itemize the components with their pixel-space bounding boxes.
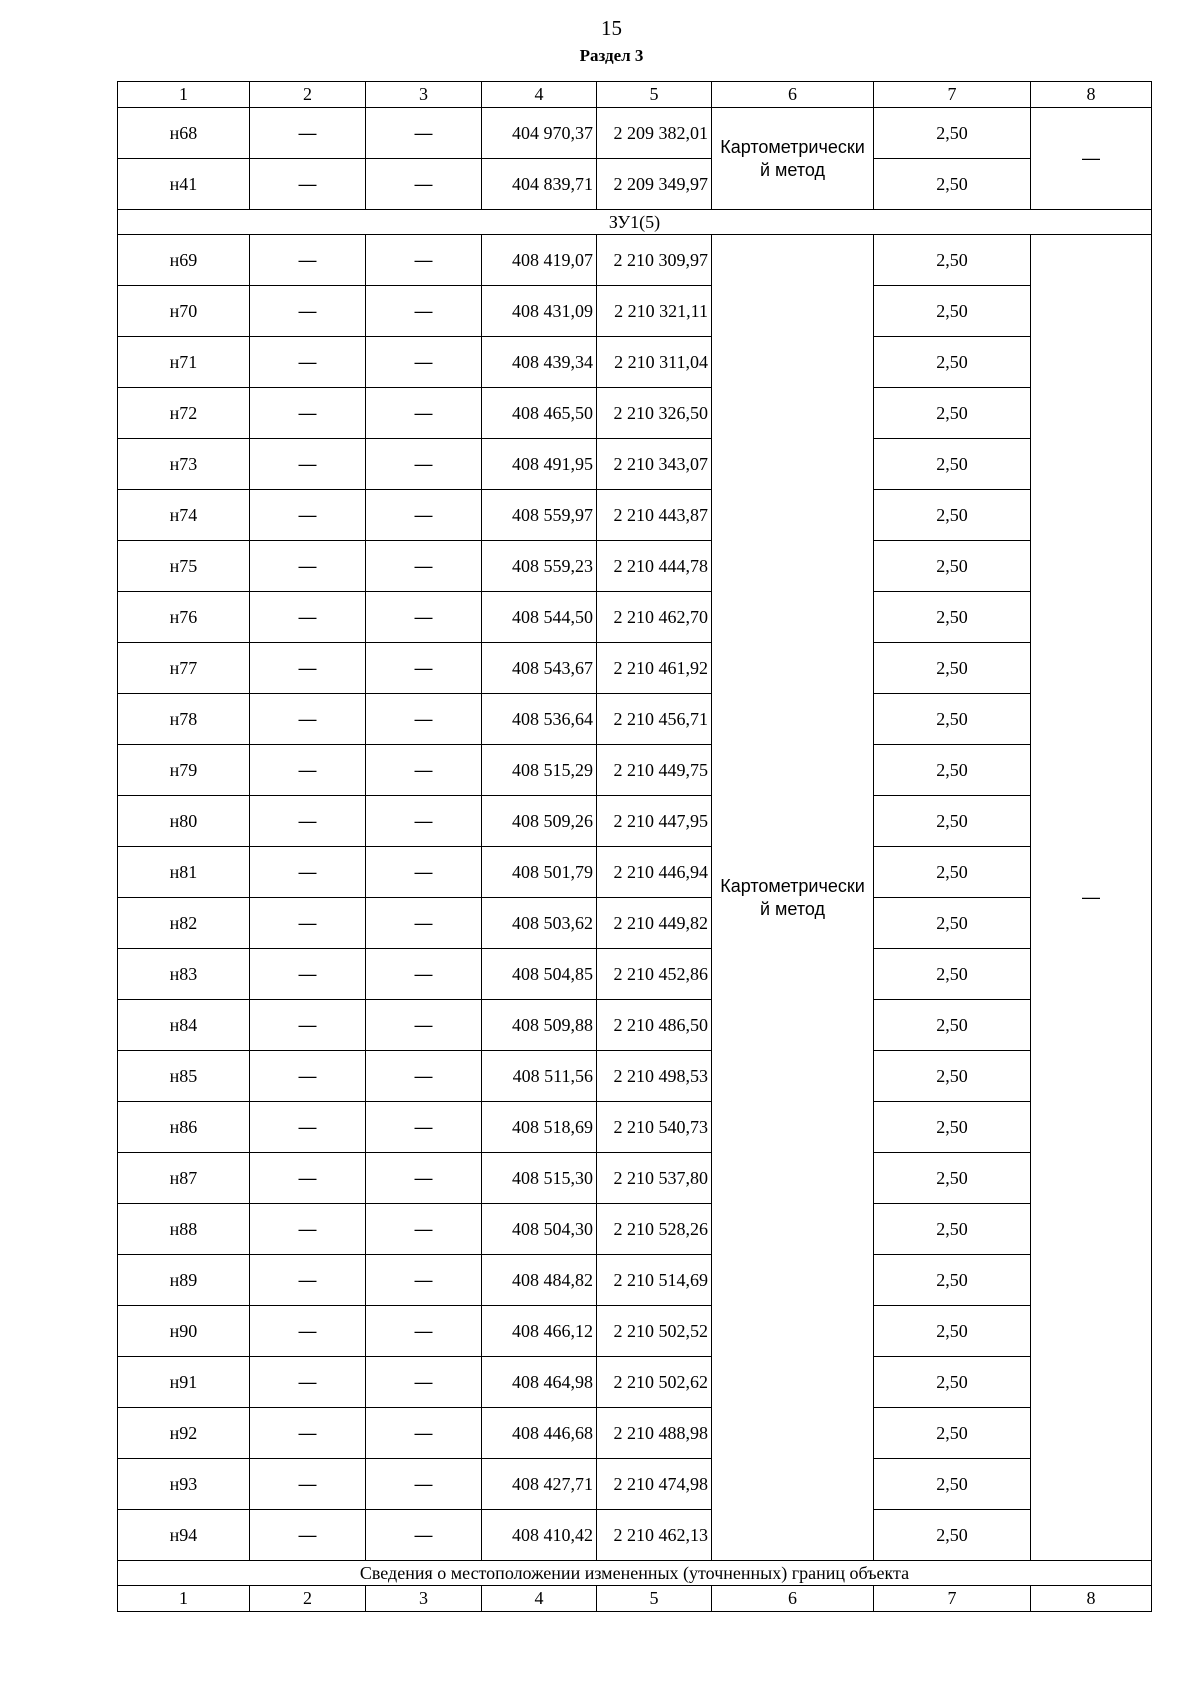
point-name: н78 (118, 694, 250, 745)
table-row (118, 898, 1152, 949)
table-row (118, 541, 1152, 592)
x-coordinate: 404 970,37 (482, 108, 597, 159)
section-title: Раздел 3 (579, 46, 644, 65)
table-row (118, 643, 1152, 694)
x-coordinate: 408 446,68 (482, 1408, 597, 1459)
table-row (118, 235, 1152, 286)
accuracy-value: 2,50 (874, 745, 1031, 796)
table-row (118, 1000, 1152, 1051)
table-row (118, 694, 1152, 745)
column-header-4: 4 (482, 1586, 597, 1612)
y-coordinate: 2 210 528,26 (597, 1204, 712, 1255)
x-coordinate: 408 484,82 (482, 1255, 597, 1306)
table-row (118, 1153, 1152, 1204)
y-coordinate: 2 210 326,50 (597, 388, 712, 439)
dash-cell: — (250, 1102, 366, 1153)
column-header-4: 4 (482, 82, 597, 108)
page-number: 15 (601, 16, 622, 40)
dash-cell: — (366, 1408, 482, 1459)
dash-cell: — (250, 898, 366, 949)
accuracy-value: 2,50 (874, 159, 1031, 210)
x-coordinate: 408 559,23 (482, 541, 597, 592)
section-caption: Сведения о местоположении измененных (уточненных) границ объекта (118, 1561, 1152, 1586)
point-name: н75 (118, 541, 250, 592)
dash-cell: — (366, 108, 482, 159)
point-name: н88 (118, 1204, 250, 1255)
dash-cell: — (1031, 235, 1152, 1561)
y-coordinate: 2 210 540,73 (597, 1102, 712, 1153)
dash-cell: — (250, 337, 366, 388)
y-coordinate: 2 210 343,07 (597, 439, 712, 490)
y-coordinate: 2 210 447,95 (597, 796, 712, 847)
column-header-2: 2 (250, 82, 366, 108)
accuracy-value: 2,50 (874, 796, 1031, 847)
x-coordinate: 408 501,79 (482, 847, 597, 898)
dash-cell: — (366, 388, 482, 439)
dash-cell: — (250, 108, 366, 159)
dash-cell: — (250, 159, 366, 210)
accuracy-value: 2,50 (874, 286, 1031, 337)
x-coordinate: 408 509,88 (482, 1000, 597, 1051)
y-coordinate: 2 210 446,94 (597, 847, 712, 898)
accuracy-value: 2,50 (874, 694, 1031, 745)
dash-cell: — (250, 796, 366, 847)
x-coordinate: 408 511,56 (482, 1051, 597, 1102)
point-name: н68 (118, 108, 250, 159)
dash-cell: — (366, 898, 482, 949)
accuracy-value: 2,50 (874, 1204, 1031, 1255)
point-name: н71 (118, 337, 250, 388)
dash-cell: — (366, 1255, 482, 1306)
point-name: н76 (118, 592, 250, 643)
column-header-1: 1 (118, 82, 250, 108)
accuracy-value: 2,50 (874, 1357, 1031, 1408)
y-coordinate: 2 210 321,11 (597, 286, 712, 337)
table-row (118, 1306, 1152, 1357)
point-name: н72 (118, 388, 250, 439)
accuracy-value: 2,50 (874, 439, 1031, 490)
x-coordinate: 408 518,69 (482, 1102, 597, 1153)
column-header-2: 2 (250, 1586, 366, 1612)
x-coordinate: 408 515,29 (482, 745, 597, 796)
x-coordinate: 408 466,12 (482, 1306, 597, 1357)
dash-cell: — (250, 1051, 366, 1102)
table-row (118, 1204, 1152, 1255)
y-coordinate: 2 210 449,75 (597, 745, 712, 796)
dash-cell: — (366, 1357, 482, 1408)
y-coordinate: 2 210 443,87 (597, 490, 712, 541)
x-coordinate: 408 491,95 (482, 439, 597, 490)
dash-cell: — (250, 1204, 366, 1255)
dash-cell: — (250, 1459, 366, 1510)
dash-cell: — (366, 1051, 482, 1102)
dash-cell: — (250, 1255, 366, 1306)
table-row (118, 592, 1152, 643)
x-coordinate: 408 419,07 (482, 235, 597, 286)
dash-cell: — (366, 337, 482, 388)
y-coordinate: 2 210 311,04 (597, 337, 712, 388)
table-footer-header-row (118, 1586, 1152, 1612)
x-coordinate: 408 503,62 (482, 898, 597, 949)
point-name: н41 (118, 159, 250, 210)
dash-cell: — (250, 1357, 366, 1408)
point-name: н73 (118, 439, 250, 490)
y-coordinate: 2 210 462,70 (597, 592, 712, 643)
point-name: н79 (118, 745, 250, 796)
accuracy-value: 2,50 (874, 490, 1031, 541)
dash-cell: — (250, 541, 366, 592)
x-coordinate: 408 504,30 (482, 1204, 597, 1255)
y-coordinate: 2 210 456,71 (597, 694, 712, 745)
dash-cell: — (366, 1000, 482, 1051)
column-header-3: 3 (366, 82, 482, 108)
table-row (118, 949, 1152, 1000)
column-header-5: 5 (597, 1586, 712, 1612)
point-name: н83 (118, 949, 250, 1000)
accuracy-value: 2,50 (874, 1102, 1031, 1153)
accuracy-value: 2,50 (874, 1051, 1031, 1102)
parcel-label: ЗУ1(5) (118, 210, 1152, 235)
accuracy-value: 2,50 (874, 1459, 1031, 1510)
accuracy-value: 2,50 (874, 1255, 1031, 1306)
x-coordinate: 408 509,26 (482, 796, 597, 847)
dash-cell: — (250, 643, 366, 694)
dash-cell: — (250, 1510, 366, 1561)
accuracy-value: 2,50 (874, 1306, 1031, 1357)
y-coordinate: 2 209 382,01 (597, 108, 712, 159)
dash-cell: — (250, 694, 366, 745)
table-row (118, 796, 1152, 847)
accuracy-value: 2,50 (874, 108, 1031, 159)
x-coordinate: 408 465,50 (482, 388, 597, 439)
dash-cell: — (366, 643, 482, 694)
x-coordinate: 408 431,09 (482, 286, 597, 337)
dash-cell: — (366, 439, 482, 490)
dash-cell: — (250, 949, 366, 1000)
y-coordinate: 2 210 537,80 (597, 1153, 712, 1204)
coordinates-table (117, 81, 1152, 1612)
accuracy-value: 2,50 (874, 388, 1031, 439)
y-coordinate: 2 210 498,53 (597, 1051, 712, 1102)
y-coordinate: 2 210 309,97 (597, 235, 712, 286)
point-name: н89 (118, 1255, 250, 1306)
x-coordinate: 408 544,50 (482, 592, 597, 643)
y-coordinate: 2 210 452,86 (597, 949, 712, 1000)
y-coordinate: 2 210 462,13 (597, 1510, 712, 1561)
dash-cell: — (366, 1306, 482, 1357)
method-cell: Картометрически й метод (712, 235, 874, 1561)
dash-cell: — (1031, 108, 1152, 210)
y-coordinate: 2 210 449,82 (597, 898, 712, 949)
x-coordinate: 408 559,97 (482, 490, 597, 541)
point-name: н81 (118, 847, 250, 898)
column-header-8: 8 (1031, 1586, 1152, 1612)
point-name: н69 (118, 235, 250, 286)
dash-cell: — (366, 159, 482, 210)
point-name: н93 (118, 1459, 250, 1510)
column-header-6: 6 (712, 82, 874, 108)
section-caption-row (118, 1561, 1152, 1586)
x-coordinate: 408 464,98 (482, 1357, 597, 1408)
table-row (118, 1357, 1152, 1408)
x-coordinate: 408 410,42 (482, 1510, 597, 1561)
dash-cell: — (250, 388, 366, 439)
dash-cell: — (366, 1153, 482, 1204)
dash-cell: — (250, 1408, 366, 1459)
point-name: н85 (118, 1051, 250, 1102)
point-name: н82 (118, 898, 250, 949)
x-coordinate: 404 839,71 (482, 159, 597, 210)
table-row (118, 439, 1152, 490)
parcel-subheader-row (118, 210, 1152, 235)
table-header-row (118, 82, 1152, 108)
dash-cell: — (366, 949, 482, 1000)
dash-cell: — (366, 592, 482, 643)
y-coordinate: 2 210 461,92 (597, 643, 712, 694)
accuracy-value: 2,50 (874, 1510, 1031, 1561)
table-row (118, 1255, 1152, 1306)
accuracy-value: 2,50 (874, 235, 1031, 286)
dash-cell: — (250, 1153, 366, 1204)
y-coordinate: 2 210 444,78 (597, 541, 712, 592)
table-row (118, 159, 1152, 210)
y-coordinate: 2 210 514,69 (597, 1255, 712, 1306)
point-name: н84 (118, 1000, 250, 1051)
method-cell: Картометрически й метод (712, 108, 874, 210)
accuracy-value: 2,50 (874, 898, 1031, 949)
point-name: н74 (118, 490, 250, 541)
dash-cell: — (366, 286, 482, 337)
x-coordinate: 408 504,85 (482, 949, 597, 1000)
table-row (118, 1408, 1152, 1459)
dash-cell: — (366, 235, 482, 286)
table-row (118, 490, 1152, 541)
point-name: н92 (118, 1408, 250, 1459)
column-header-3: 3 (366, 1586, 482, 1612)
dash-cell: — (366, 1459, 482, 1510)
y-coordinate: 2 210 488,98 (597, 1408, 712, 1459)
point-name: н70 (118, 286, 250, 337)
y-coordinate: 2 209 349,97 (597, 159, 712, 210)
dash-cell: — (250, 1306, 366, 1357)
table-row (118, 1510, 1152, 1561)
dash-cell: — (250, 847, 366, 898)
y-coordinate: 2 210 486,50 (597, 1000, 712, 1051)
accuracy-value: 2,50 (874, 643, 1031, 694)
dash-cell: — (250, 592, 366, 643)
dash-cell: — (250, 286, 366, 337)
column-header-5: 5 (597, 82, 712, 108)
column-header-1: 1 (118, 1586, 250, 1612)
dash-cell: — (250, 745, 366, 796)
dash-cell: — (250, 1000, 366, 1051)
table-row (118, 1459, 1152, 1510)
point-name: н94 (118, 1510, 250, 1561)
point-name: н87 (118, 1153, 250, 1204)
dash-cell: — (366, 541, 482, 592)
table-row (118, 745, 1152, 796)
table-row (118, 337, 1152, 388)
dash-cell: — (366, 745, 482, 796)
table-row (118, 108, 1152, 159)
column-header-8: 8 (1031, 82, 1152, 108)
accuracy-value: 2,50 (874, 949, 1031, 1000)
point-name: н86 (118, 1102, 250, 1153)
x-coordinate: 408 439,34 (482, 337, 597, 388)
point-name: н90 (118, 1306, 250, 1357)
table-row (118, 1102, 1152, 1153)
dash-cell: — (366, 694, 482, 745)
y-coordinate: 2 210 474,98 (597, 1459, 712, 1510)
table-row (118, 388, 1152, 439)
dash-cell: — (366, 1102, 482, 1153)
table-row (118, 1051, 1152, 1102)
column-header-7: 7 (874, 1586, 1031, 1612)
x-coordinate: 408 536,64 (482, 694, 597, 745)
y-coordinate: 2 210 502,62 (597, 1357, 712, 1408)
accuracy-value: 2,50 (874, 1153, 1031, 1204)
column-header-6: 6 (712, 1586, 874, 1612)
x-coordinate: 408 515,30 (482, 1153, 597, 1204)
table-row (118, 847, 1152, 898)
y-coordinate: 2 210 502,52 (597, 1306, 712, 1357)
x-coordinate: 408 427,71 (482, 1459, 597, 1510)
dash-cell: — (250, 490, 366, 541)
point-name: н91 (118, 1357, 250, 1408)
point-name: н80 (118, 796, 250, 847)
accuracy-value: 2,50 (874, 847, 1031, 898)
dash-cell: — (366, 490, 482, 541)
point-name: н77 (118, 643, 250, 694)
accuracy-value: 2,50 (874, 337, 1031, 388)
accuracy-value: 2,50 (874, 1408, 1031, 1459)
dash-cell: — (250, 439, 366, 490)
dash-cell: — (366, 847, 482, 898)
dash-cell: — (366, 1510, 482, 1561)
column-header-7: 7 (874, 82, 1031, 108)
accuracy-value: 2,50 (874, 592, 1031, 643)
accuracy-value: 2,50 (874, 541, 1031, 592)
accuracy-value: 2,50 (874, 1000, 1031, 1051)
table-row (118, 286, 1152, 337)
dash-cell: — (366, 1204, 482, 1255)
dash-cell: — (366, 796, 482, 847)
x-coordinate: 408 543,67 (482, 643, 597, 694)
dash-cell: — (250, 235, 366, 286)
